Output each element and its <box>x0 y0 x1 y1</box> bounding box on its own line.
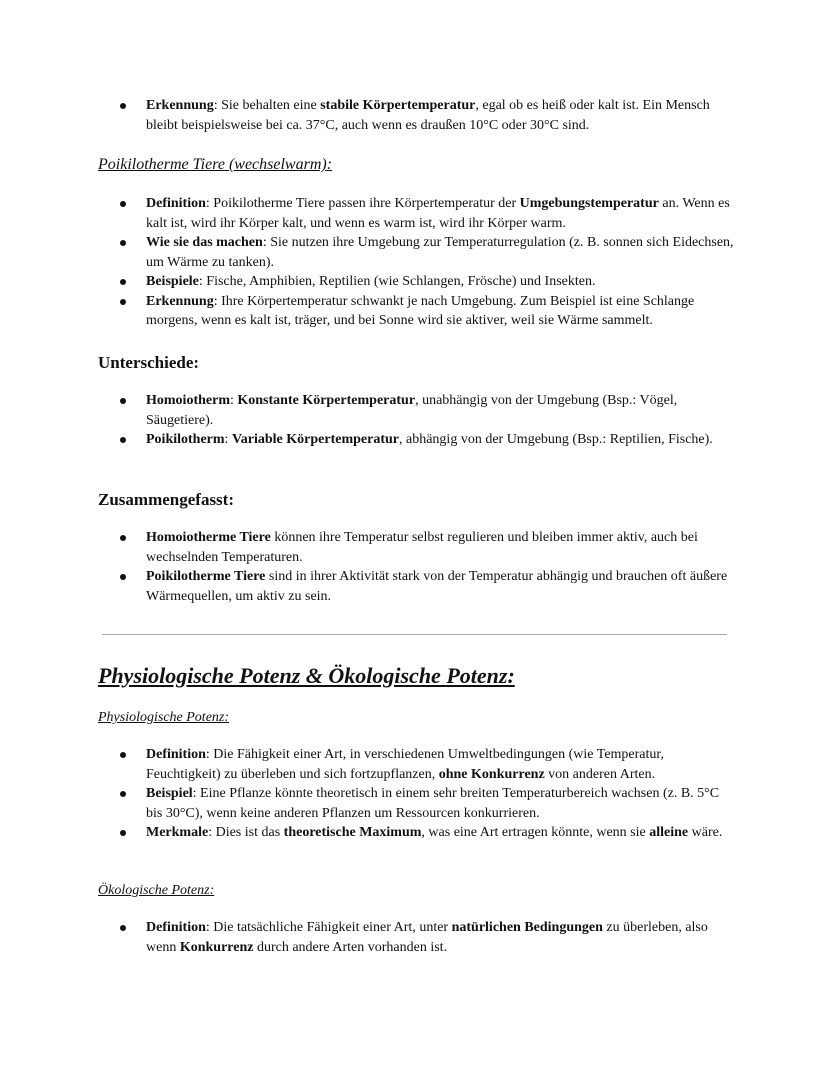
poikilotherm-heading: Poikilotherme Tiere (wechselwarm): <box>98 156 333 173</box>
potenz-title: Physiologische Potenz & Ökologische Potenz: <box>98 663 515 688</box>
bullet-icon <box>120 437 126 443</box>
bullet-icon <box>120 279 126 285</box>
bold-text: Variable Körpertemperatur <box>231 432 399 447</box>
bold-text: ohne Konkurrenz <box>438 766 545 782</box>
bold-text: Erkennung <box>146 293 214 309</box>
list-item <box>98 918 738 957</box>
list-item <box>98 745 738 784</box>
text: : Sie nutzen ihre Umgebung zur Temperaturregulation (z. B. sonnen sich Eidechsen, um Wärme zu tanken). <box>146 235 734 270</box>
bold-text: theoretische Maximum <box>283 825 422 840</box>
bullet-icon <box>120 398 126 404</box>
text: sind in ihrer Aktivität stark von der Temperatur abhängig und brauchen oft äußere Wärmequellen, um aktiv zu sein. <box>146 569 728 604</box>
bold-text: Definition <box>146 920 206 935</box>
list-item <box>98 391 738 430</box>
unterschiede-heading: Unterschiede: <box>98 353 200 372</box>
bold-text: Homoiotherme Tiere <box>146 530 271 545</box>
list-item <box>98 430 738 450</box>
list-item <box>98 194 738 233</box>
text: : Dies ist das <box>208 825 284 840</box>
list-item <box>98 528 738 567</box>
oekologische-potenz-bullet-list <box>98 918 738 957</box>
text: : Die tatsächliche Fähigkeit einer Art, unter <box>205 920 452 935</box>
bold-text: Umgebungstemperatur <box>519 196 659 211</box>
text: durch andere Arten vorhanden ist. <box>253 939 448 955</box>
text: von anderen Arten. <box>544 766 656 782</box>
bold-text: Wie sie das machen <box>146 235 263 250</box>
homoiotherm-bullet-list <box>98 96 738 135</box>
text: , unabhängig von der Umgebung (Bsp.: Vögel, Säugetiere). <box>146 393 678 428</box>
bold-text: stabile Körpertemperatur <box>320 98 476 113</box>
bullet-icon <box>120 201 126 207</box>
bold-text: Poikilotherme Tiere <box>146 569 266 584</box>
bold-text: Definition <box>146 196 206 211</box>
bold-text: Konkurrenz <box>179 939 254 955</box>
list-item <box>98 823 738 843</box>
text: : Eine Pflanze könnte theoretisch in einem sehr breiten Temperaturbereich wachsen (z. B. 5°C bis 30°C), wenn keine anderen Pflanzen um Ressourcen konkurrieren. <box>146 786 720 821</box>
poikilotherm-bullet-list <box>98 194 738 331</box>
bullet-icon <box>120 103 126 109</box>
list-item <box>98 272 738 292</box>
bold-text: Poikilotherm <box>146 432 225 447</box>
text: , was eine Art ertragen könnte, wenn sie <box>421 825 650 840</box>
horizontal-divider <box>102 634 727 635</box>
bullet-icon <box>120 574 126 580</box>
bold-text: Merkmale <box>146 825 209 840</box>
bullet-icon <box>120 535 126 541</box>
zusammengefasst-heading: Zusammengefasst: <box>98 490 234 509</box>
bullet-icon <box>120 299 126 305</box>
text: : <box>224 432 232 447</box>
bold-text: Beispiele <box>146 274 199 289</box>
bold-text: Beispiel <box>146 786 193 801</box>
bold-text: alleine <box>649 825 689 840</box>
list-item <box>98 292 738 331</box>
text: , egal ob es heiß oder kalt ist. Ein Mensch bleibt beispielsweise bei ca. 37°C, auch wenn es draußen 10°C oder 30°C sind. <box>146 98 710 133</box>
oekologische-potenz-heading: Ökologische Potenz: <box>98 883 215 898</box>
text: : Poikilotherme Tiere passen ihre Körpertemperatur der <box>205 196 520 211</box>
bold-text: Homoiotherm <box>146 393 230 408</box>
list-item <box>98 784 738 823</box>
text: wäre. <box>688 825 723 840</box>
bold-text: Definition <box>146 747 206 762</box>
bullet-icon <box>120 791 126 797</box>
list-item <box>98 233 738 272</box>
unterschiede-bullet-list <box>98 391 738 450</box>
bullet-icon <box>120 752 126 758</box>
text: : Die Fähigkeit einer Art, in verschiedenen Umweltbedingungen (wie Temperatur, Feuchtigkeit) zu überleben und sich fortzupflanzen, <box>146 747 665 782</box>
list-item <box>98 567 738 606</box>
zusammengefasst-bullet-list <box>98 528 738 606</box>
text: können ihre Temperatur selbst regulieren und bleiben immer aktiv, auch bei wechselnden Temperaturen. <box>146 530 698 565</box>
text: : <box>229 393 238 408</box>
text: zu überleben, also wenn <box>146 920 708 955</box>
physiologische-potenz-heading: Physiologische Potenz: <box>98 710 230 725</box>
text: , abhängig von der Umgebung (Bsp.: Reptilien, Fische). <box>399 432 713 447</box>
bold-text: natürlichen Bedingungen <box>451 920 603 935</box>
text: : Fische, Amphibien, Reptilien (wie Schlangen, Frösche) und Insekten. <box>198 274 596 289</box>
bullet-icon <box>120 925 126 931</box>
list-item <box>98 96 738 135</box>
bullet-icon <box>120 830 126 836</box>
bold-text: Konstante Körpertemperatur <box>237 393 416 408</box>
text: : Ihre Körpertemperatur schwankt je nach Umgebung. Zum Beispiel ist eine Schlange morgens, wenn es kalt ist, träger, und bei Sonne wird sie aktiver, weil sie Wärme sammelt. <box>146 293 695 328</box>
bold-text: Erkennung <box>146 98 214 113</box>
bullet-icon <box>120 240 126 246</box>
text: an. Wenn es kalt ist, wird ihr Körper kalt, und wenn es warm ist, wird ihr Körper warm. <box>146 196 730 231</box>
text: : Sie behalten eine <box>213 98 321 113</box>
physiologische-potenz-bullet-list <box>98 745 738 843</box>
